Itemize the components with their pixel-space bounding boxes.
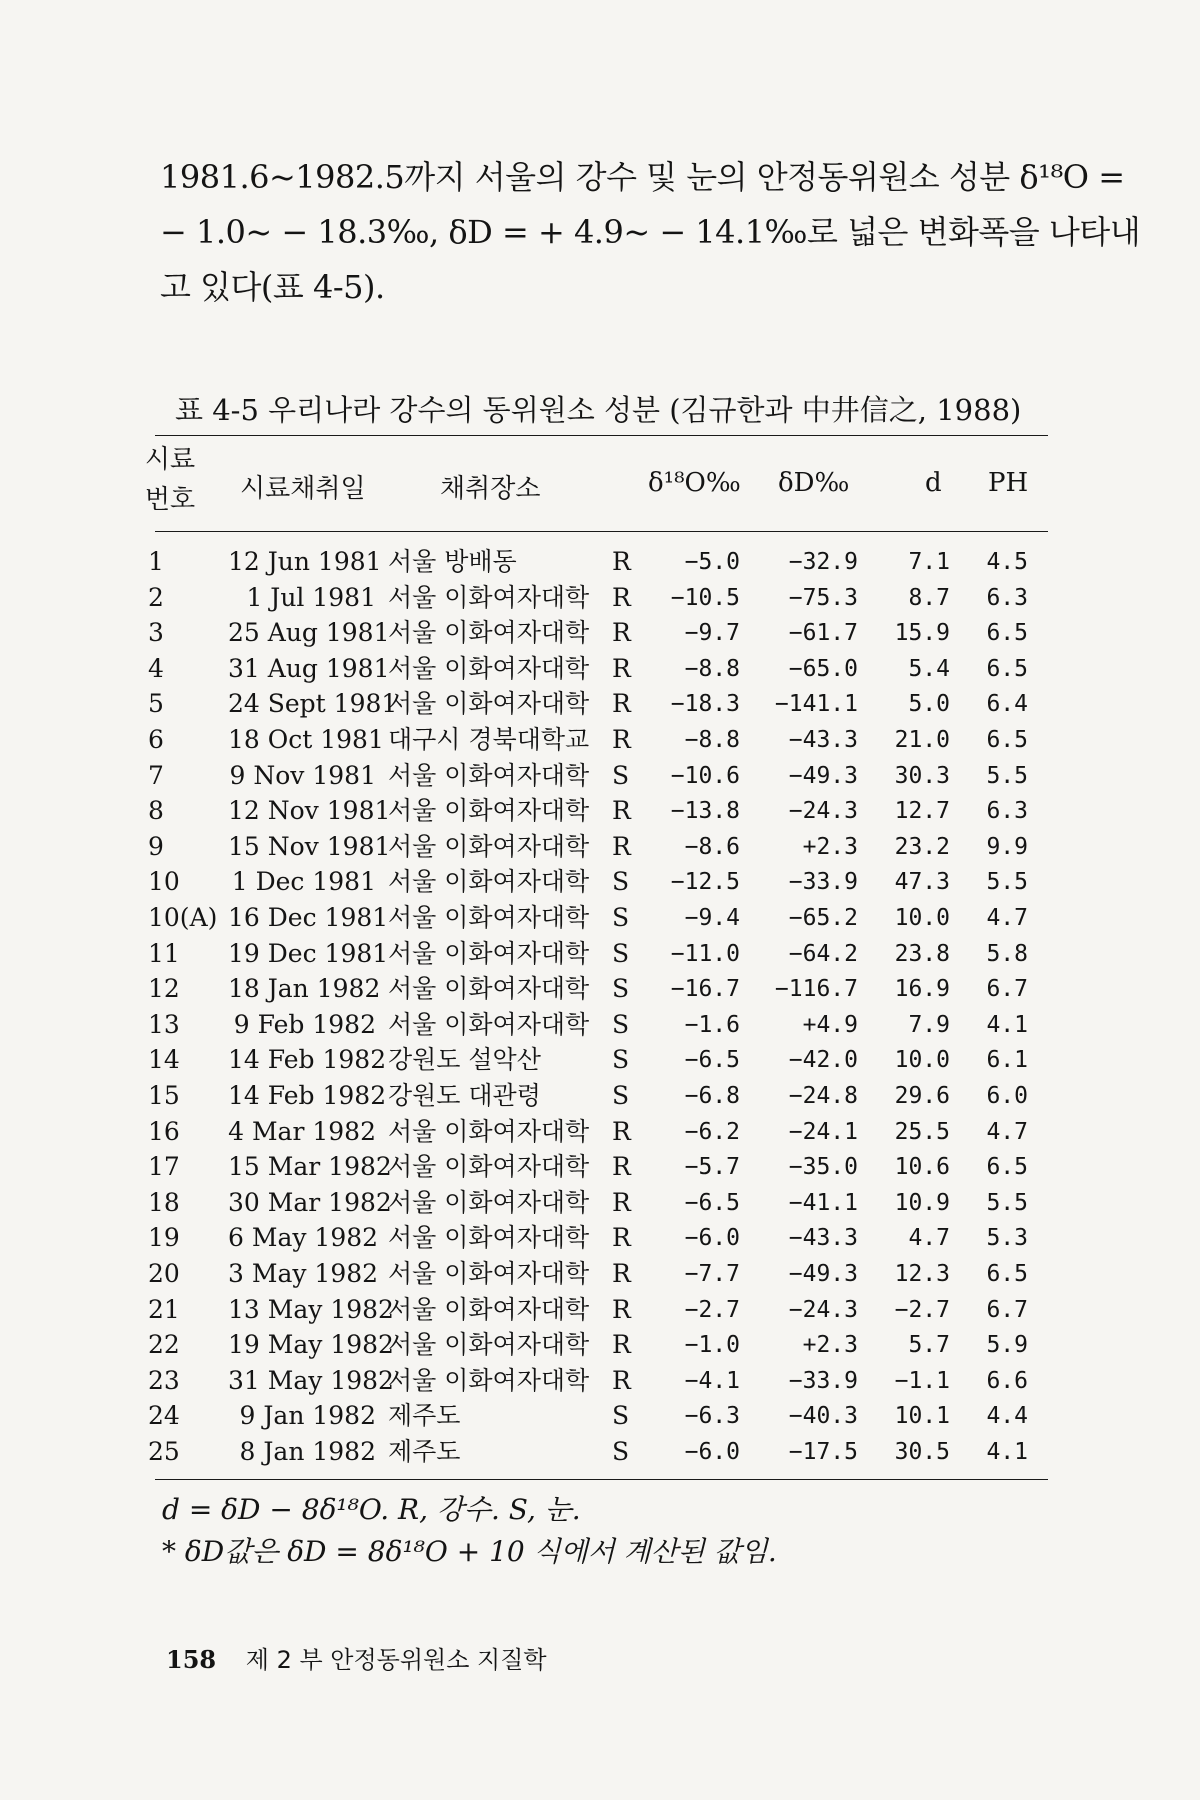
table-row [0, 794, 1200, 828]
sample-type: S [612, 867, 630, 897]
sample-site: 서울 이화여자대학 [388, 618, 590, 648]
sample-type: R [612, 725, 631, 754]
header-date: 시료채취일 [240, 474, 366, 504]
page-number: 158 [166, 1645, 217, 1674]
ph-value: 5.8 [986, 940, 1028, 967]
sample-type: R [612, 796, 631, 826]
d18o-value: −6.0 [684, 1439, 740, 1465]
d18o-value: −13.8 [670, 798, 740, 825]
page-footer [166, 1640, 547, 1675]
sample-type: S [612, 1401, 630, 1431]
sample-no: 21 [148, 1294, 180, 1324]
dd-value: +4.9 [802, 1011, 858, 1038]
sample-no: 5 [148, 689, 164, 719]
d18o-value: −10.6 [670, 762, 740, 789]
dd-value: −49.3 [788, 762, 858, 789]
dd-value: −42.0 [788, 1047, 858, 1074]
sample-site: 대구시 경북대학교 [388, 725, 590, 754]
table-row [0, 687, 1200, 721]
paragraph-line: 고 있다(표 4-5). [160, 268, 385, 306]
dd-value: −141.1 [774, 691, 858, 718]
header-d-excess: d [925, 468, 942, 498]
sample-site: 서울 이화여자대학 [388, 1116, 590, 1146]
d18o-value: −1.0 [684, 1332, 740, 1359]
table-row [0, 1364, 1200, 1398]
d18o-value: −10.5 [670, 584, 740, 611]
sample-type: R [612, 653, 631, 683]
table-top-rule [155, 435, 1048, 436]
sample-site: 서울 이화여자대학 [388, 653, 590, 683]
sample-site: 서울 이화여자대학 [388, 1223, 590, 1253]
header-sample-no-line1: 시료 [144, 445, 196, 475]
sample-no: 15 [148, 1081, 180, 1110]
ph-value: 5.5 [986, 869, 1028, 896]
sample-date: 19 May 1982 [228, 1330, 394, 1360]
ph-value: 6.7 [986, 1296, 1028, 1323]
dd-value: −24.1 [788, 1118, 858, 1145]
sample-type: S [612, 1045, 630, 1075]
sample-type: S [612, 1437, 630, 1466]
d18o-value: −6.3 [684, 1403, 740, 1430]
table-note-formula: d = δD − 8δ¹⁸O. R, 강수. S, 눈. [162, 1493, 581, 1526]
dd-value: −64.2 [788, 940, 858, 967]
ph-value: 4.1 [986, 1439, 1028, 1465]
ph-value: 9.9 [986, 833, 1028, 860]
header-sample-no-line2: 번호 [144, 485, 196, 515]
dd-value: −32.9 [788, 549, 858, 575]
sample-site: 서울 이화여자대학 [388, 867, 590, 897]
sample-site: 제주도 [388, 1437, 461, 1466]
section-title: 제 2 부 안정동위원소 지질학 [245, 1646, 547, 1674]
sample-date: 15 Mar 1982 [228, 1152, 392, 1182]
d-excess-value: 7.1 [908, 549, 950, 575]
d-excess-value: 16.9 [894, 976, 950, 1003]
sample-site: 서울 이화여자대학 [388, 1259, 590, 1288]
sample-date: 16 Dec 1981 [228, 903, 389, 932]
sample-type: S [612, 938, 630, 968]
sample-date: 24 Sept 1981 [228, 689, 398, 719]
sample-date: 15 Nov 1981 [228, 831, 391, 861]
table-row [0, 1399, 1200, 1433]
header-site: 채취장소 [440, 474, 541, 504]
dd-value: +2.3 [802, 1332, 858, 1359]
sample-no: 8 [148, 796, 164, 826]
d18o-value: −12.5 [670, 869, 740, 896]
table-row [0, 581, 1200, 615]
sample-no: 1 [148, 547, 164, 576]
dd-value: −49.3 [788, 1261, 858, 1287]
sample-no: 16 [148, 1116, 180, 1146]
sample-no: 10(A) [148, 903, 218, 932]
sample-date: 12 Jun 1981 [228, 547, 382, 576]
sample-type: R [612, 618, 631, 648]
table-row [0, 1043, 1200, 1077]
sample-date: 30 Mar 1982 [228, 1187, 392, 1217]
d18o-value: −16.7 [670, 976, 740, 1003]
sample-site: 서울 이화여자대학 [388, 1294, 590, 1324]
dd-value: −24.8 [788, 1083, 858, 1109]
sample-no: 25 [148, 1437, 180, 1466]
d-excess-value: 5.4 [908, 655, 950, 682]
ph-value: 6.3 [986, 584, 1028, 611]
table-row [0, 1221, 1200, 1255]
sample-site: 서울 이화여자대학 [388, 1330, 590, 1360]
ph-value: 6.3 [986, 798, 1028, 825]
d18o-value: −9.7 [684, 620, 740, 647]
sample-type: R [612, 831, 631, 861]
table-row [0, 723, 1200, 757]
d18o-value: −4.1 [684, 1367, 740, 1394]
dd-value: −17.5 [788, 1439, 858, 1465]
d-excess-value: 10.0 [894, 905, 950, 931]
table-row [0, 652, 1200, 686]
ph-value: 4.4 [986, 1403, 1028, 1430]
d18o-value: −8.8 [684, 655, 740, 682]
d-excess-value: 12.7 [894, 798, 950, 825]
sample-no: 10 [148, 867, 180, 897]
sample-no: 12 [148, 974, 180, 1004]
table-row [0, 830, 1200, 864]
table-header-rule [155, 531, 1048, 532]
d-excess-value: 5.0 [908, 691, 950, 718]
table-row [0, 1115, 1200, 1149]
sample-site: 서울 방배동 [388, 547, 517, 576]
sample-site: 서울 이화여자대학 [388, 796, 590, 826]
sample-site: 서울 이화여자대학 [388, 831, 590, 861]
sample-type: S [612, 1081, 630, 1110]
sample-site: 강원도 설악산 [388, 1045, 541, 1075]
sample-no: 19 [148, 1223, 180, 1253]
dd-value: −43.3 [788, 727, 858, 753]
sample-no: 13 [148, 1009, 180, 1039]
sample-date: 8 Jan 1982 [239, 1437, 376, 1466]
sample-site: 제주도 [388, 1401, 461, 1431]
d-excess-value: 29.6 [894, 1083, 950, 1109]
sample-type: R [612, 1294, 631, 1324]
sample-date: 13 May 1982 [228, 1294, 394, 1324]
sample-date: 9 Nov 1981 [229, 760, 376, 790]
sample-date: 18 Jan 1982 [228, 974, 381, 1004]
d-excess-value: 5.7 [908, 1332, 950, 1359]
sample-no: 22 [148, 1330, 180, 1360]
ph-value: 5.5 [986, 762, 1028, 789]
sample-date: 12 Nov 1981 [228, 796, 391, 826]
dd-value: −40.3 [788, 1403, 858, 1430]
dd-value: −33.9 [788, 869, 858, 896]
sample-date: 1 Dec 1981 [231, 867, 376, 897]
table-row [0, 972, 1200, 1006]
sample-no: 11 [148, 938, 180, 968]
ph-value: 6.1 [986, 1047, 1028, 1074]
header-sample-no [140, 440, 200, 520]
sample-no: 9 [148, 831, 164, 861]
ph-value: 5.3 [986, 1225, 1028, 1252]
sample-no: 20 [148, 1259, 180, 1288]
sample-no: 4 [148, 653, 164, 683]
ph-value: 4.1 [986, 1011, 1028, 1038]
d-excess-value: 23.8 [894, 940, 950, 967]
d18o-value: −6.2 [684, 1118, 740, 1145]
table-row [0, 1293, 1200, 1327]
table-row [0, 616, 1200, 650]
dd-value: −41.1 [788, 1189, 858, 1216]
sample-type: S [612, 760, 630, 790]
d18o-value: −9.4 [684, 905, 740, 931]
d-excess-value: −1.1 [894, 1367, 950, 1394]
sample-date: 14 Feb 1982 [228, 1081, 387, 1110]
sample-date: 6 May 1982 [228, 1223, 379, 1253]
sample-date: 1 Jul 1981 [246, 582, 376, 612]
d18o-value: −1.6 [684, 1011, 740, 1038]
table-caption: 표 4-5 우리나라 강수의 동위원소 성분 (김규한과 中井信之, 1988) [175, 393, 1022, 427]
d-excess-value: 10.6 [894, 1154, 950, 1181]
d18o-value: −6.8 [684, 1083, 740, 1109]
sample-site: 서울 이화여자대학 [388, 1152, 590, 1182]
table-row [0, 1435, 1200, 1469]
sample-site: 서울 이화여자대학 [388, 938, 590, 968]
d18o-value: −5.7 [684, 1154, 740, 1181]
d18o-value: −6.0 [684, 1225, 740, 1252]
sample-site: 서울 이화여자대학 [388, 582, 590, 612]
table-row [0, 937, 1200, 971]
table-row [0, 759, 1200, 793]
sample-type: R [612, 1116, 631, 1146]
d-excess-value: 15.9 [894, 620, 950, 647]
sample-type: R [612, 689, 631, 719]
sample-type: R [612, 1223, 631, 1253]
sample-type: R [612, 1152, 631, 1182]
sample-type: R [612, 1365, 631, 1395]
d18o-value: −18.3 [670, 691, 740, 718]
d-excess-value: 10.1 [894, 1403, 950, 1430]
dd-value: −65.2 [788, 905, 858, 931]
ph-value: 5.5 [986, 1189, 1028, 1216]
dd-value: −43.3 [788, 1225, 858, 1252]
table-row [0, 1079, 1200, 1113]
dd-value: −75.3 [788, 584, 858, 611]
table-row [0, 1150, 1200, 1184]
sample-site: 서울 이화여자대학 [388, 1009, 590, 1039]
intro-paragraph [160, 150, 1141, 315]
dd-value: −24.3 [788, 1296, 858, 1323]
table-row [0, 1328, 1200, 1362]
d-excess-value: 23.2 [894, 833, 950, 860]
sample-date: 18 Oct 1981 [228, 725, 384, 754]
table-row [0, 1008, 1200, 1042]
table-row [0, 1186, 1200, 1220]
dd-value: −116.7 [774, 976, 858, 1003]
d-excess-value: 10.0 [894, 1047, 950, 1074]
header-d18o: δ¹⁸O‰ [648, 468, 741, 498]
sample-no: 23 [148, 1365, 180, 1395]
paragraph-line: − 1.0~ − 18.3‰, δD = + 4.9~ − 14.1‰로 넓은 변화폭을 나타내 [160, 213, 1141, 251]
sample-site: 서울 이화여자대학 [388, 903, 590, 932]
d-excess-value: 21.0 [894, 727, 950, 753]
dd-value: −35.0 [788, 1154, 858, 1181]
dd-value: −33.9 [788, 1367, 858, 1394]
sample-no: 14 [148, 1045, 180, 1075]
paragraph-line: 1981.6~1982.5까지 서울의 강수 및 눈의 안정동위원소 성분 δ¹⁸O = [160, 158, 1125, 196]
d18o-value: −6.5 [684, 1189, 740, 1216]
sample-type: S [612, 974, 630, 1004]
sample-type: R [612, 547, 631, 576]
ph-value: 6.6 [986, 1367, 1028, 1394]
sample-no: 7 [148, 760, 164, 790]
d18o-value: −8.6 [684, 833, 740, 860]
sample-type: S [612, 1009, 630, 1039]
ph-value: 6.5 [986, 727, 1028, 753]
sample-site: 서울 이화여자대학 [388, 1365, 590, 1395]
dd-value: −65.0 [788, 655, 858, 682]
sample-no: 24 [148, 1401, 180, 1431]
d-excess-value: 47.3 [894, 869, 950, 896]
table-note-calculation: * δD값은 δD = 8δ¹⁸O + 10 식에서 계산된 값임. [162, 1535, 777, 1568]
sample-type: R [612, 1330, 631, 1360]
table-bottom-rule [155, 1479, 1048, 1480]
d18o-value: −7.7 [684, 1261, 740, 1287]
d-excess-value: 25.5 [894, 1118, 950, 1145]
dd-value: −61.7 [788, 620, 858, 647]
ph-value: 4.5 [986, 549, 1028, 575]
sample-date: 31 May 1982 [228, 1365, 394, 1395]
d18o-value: −8.8 [684, 727, 740, 753]
sample-date: 9 Feb 1982 [233, 1009, 376, 1039]
d18o-value: −6.5 [684, 1047, 740, 1074]
sample-site: 서울 이화여자대학 [388, 974, 590, 1004]
sample-type: R [612, 1187, 631, 1217]
table-row [0, 865, 1200, 899]
ph-value: 6.4 [986, 691, 1028, 718]
ph-value: 4.7 [986, 905, 1028, 931]
d18o-value: −11.0 [670, 940, 740, 967]
ph-value: 5.9 [986, 1332, 1028, 1359]
d18o-value: −2.7 [684, 1296, 740, 1323]
sample-date: 25 Aug 1981 [228, 618, 390, 648]
ph-value: 6.5 [986, 655, 1028, 682]
table-row [0, 545, 1200, 579]
d-excess-value: −2.7 [894, 1296, 950, 1323]
dd-value: −24.3 [788, 798, 858, 825]
d-excess-value: 8.7 [908, 584, 950, 611]
ph-value: 6.5 [986, 1154, 1028, 1181]
sample-no: 3 [148, 618, 164, 648]
d-excess-value: 4.7 [908, 1225, 950, 1252]
d-excess-value: 30.5 [894, 1439, 950, 1465]
sample-site: 서울 이화여자대학 [388, 760, 590, 790]
sample-date: 19 Dec 1981 [228, 938, 389, 968]
sample-type: R [612, 582, 631, 612]
table-row [0, 901, 1200, 935]
ph-value: 6.5 [986, 1261, 1028, 1287]
sample-site: 강원도 대관령 [388, 1081, 541, 1110]
table-row [0, 1257, 1200, 1291]
sample-no: 17 [148, 1152, 180, 1182]
dd-value: +2.3 [802, 833, 858, 860]
ph-value: 6.5 [986, 620, 1028, 647]
ph-value: 6.0 [986, 1083, 1028, 1109]
sample-site: 서울 이화여자대학 [388, 689, 590, 719]
ph-value: 6.7 [986, 976, 1028, 1003]
d18o-value: −5.0 [684, 549, 740, 575]
sample-date: 31 Aug 1981 [228, 653, 390, 683]
sample-no: 2 [148, 582, 164, 612]
sample-date: 4 Mar 1982 [228, 1116, 376, 1146]
ph-value: 4.7 [986, 1118, 1028, 1145]
header-dd: δD‰ [778, 468, 850, 498]
sample-date: 9 Jan 1982 [239, 1401, 376, 1431]
d-excess-value: 10.9 [894, 1189, 950, 1216]
sample-type: R [612, 1259, 631, 1288]
sample-site: 서울 이화여자대학 [388, 1187, 590, 1217]
d-excess-value: 7.9 [908, 1011, 950, 1038]
sample-type: S [612, 903, 630, 932]
d-excess-value: 12.3 [894, 1261, 950, 1287]
sample-no: 6 [148, 725, 164, 754]
header-ph: PH [988, 468, 1029, 498]
sample-date: 14 Feb 1982 [228, 1045, 387, 1075]
d-excess-value: 30.3 [894, 762, 950, 789]
sample-no: 18 [148, 1187, 180, 1217]
sample-date: 3 May 1982 [228, 1259, 379, 1288]
